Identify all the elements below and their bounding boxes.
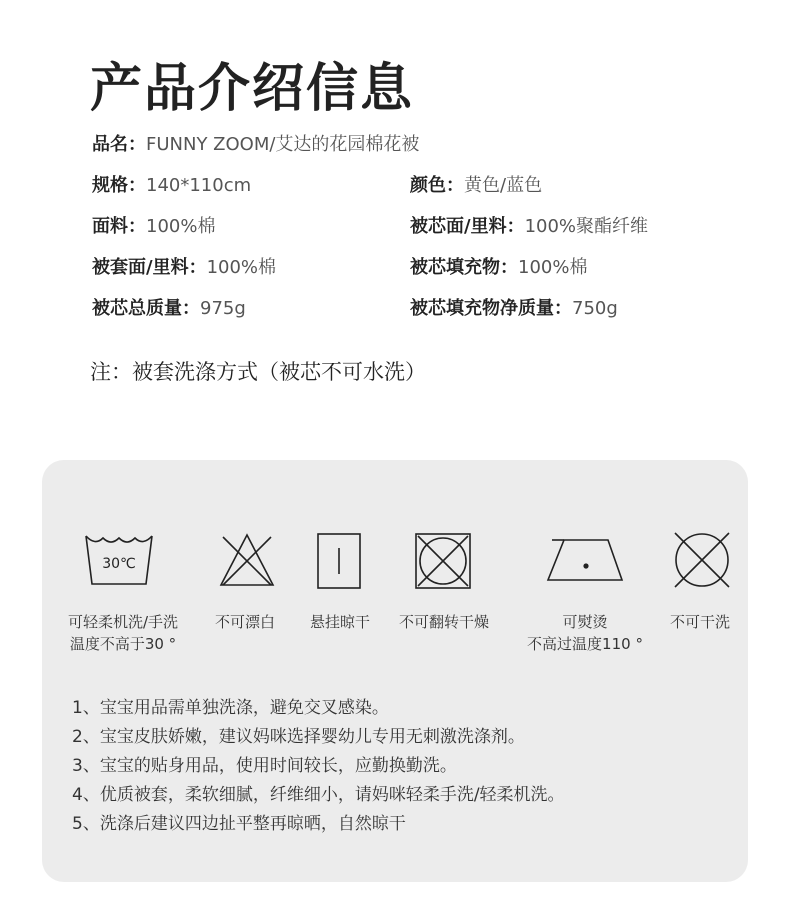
care-label-iron [512,611,658,655]
spec-fabric-value: 100%棉 [146,216,216,237]
care-tips-list [72,694,565,839]
list-item: 3、宝宝的贴身用品，使用时间较长，应勤换勤洗。 [72,756,457,776]
list-item: 5、洗涤后建议四边扯平整再晾晒，自然晾干 [72,814,406,834]
care-label-no-dryclean: 不可干洗 [669,613,730,631]
spec-core-fabric-value: 100%聚酯纤维 [524,216,649,237]
list-item: 4、优质被套，柔软细腻，纤维细小，请妈咪轻柔手洗/轻柔机洗。 [72,785,565,805]
list-item: 1、宝宝用品需单独洗涤，避免交叉感染。 [72,698,389,718]
spec-size-value: 140*110cm [146,175,252,196]
spec-size-key: 规格： [92,175,146,196]
spec-core-filling [410,253,587,279]
spec-cover-fabric [92,253,276,279]
spec-size [92,171,251,197]
care-label-iron-line2: 不高过温度110 ° [527,635,643,653]
wash-30-icon [84,532,154,588]
spec-core-weight-key: 被芯总质量： [92,298,200,319]
care-label-wash-line2: 温度不高于30 ° [69,635,177,653]
hang-dry-icon [316,532,362,590]
spec-name [92,130,419,156]
no-dry-clean-icon [672,530,732,590]
wash-temp-text: 30℃ [102,556,136,572]
no-tumble-dry-icon [414,532,472,590]
spec-color-key: 颜色： [410,175,464,196]
spec-filling-weight-value: 750g [572,298,618,319]
spec-fabric-key: 面料： [92,216,146,237]
care-label-wash [54,611,192,655]
spec-core-filling-key: 被芯填充物： [410,257,518,278]
spec-name-value: FUNNY ZOOM/艾达的花园棉花被 [146,134,420,155]
page-title: 产品介绍信息 [90,59,415,119]
spec-core-weight-value: 975g [200,298,246,319]
spec-cover-fabric-key: 被套面/里料： [92,257,207,278]
spec-core-filling-value: 100%棉 [518,257,588,278]
iron-low-icon [546,534,626,584]
spec-fabric [92,212,215,238]
spec-core-weight [92,294,246,320]
spec-cover-fabric-value: 100%棉 [206,257,277,278]
spec-color-value: 黄色/蓝色 [464,175,543,196]
spec-name-key: 品名： [92,134,146,155]
care-label-wash-line1: 可轻柔机洗/手洗 [67,613,179,631]
care-label-no-tumble: 不可翻转干燥 [398,613,489,631]
spec-core-fabric [410,212,648,238]
spec-filling-weight-key: 被芯填充物净质量： [410,298,572,319]
no-bleach-icon [218,532,276,588]
care-label-no-bleach: 不可漂白 [214,613,275,631]
list-item: 2、宝宝皮肤娇嫩，建议妈咪选择婴幼儿专用无刺激洗涤剂。 [72,727,525,747]
spec-color [410,171,542,197]
care-label-iron-line1: 可熨烫 [562,613,608,631]
spec-filling-weight [410,294,618,320]
spec-core-fabric-key: 被芯面/里料： [410,216,525,237]
care-label-hang-dry: 悬挂晾干 [309,613,370,631]
wash-note: 注：被套洗涤方式（被芯不可水洗） [90,360,426,384]
